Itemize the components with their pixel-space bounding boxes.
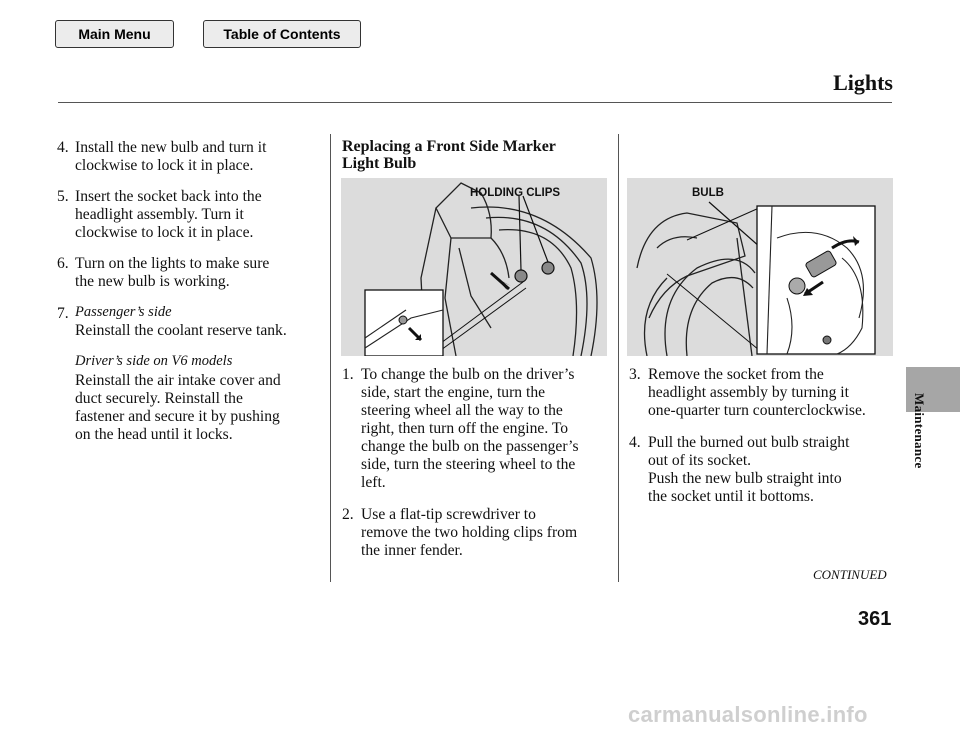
title-divider	[58, 102, 892, 103]
driver-side-line: duct securely. Reinstall the	[75, 390, 243, 407]
driver-side-heading: Driver’s side on V6 models	[75, 353, 233, 369]
step-line: To change the bulb on the driver’s	[361, 366, 575, 383]
bulb-label: BULB	[692, 187, 724, 199]
step-line: Turn on the lights to make sure	[75, 255, 270, 272]
step-number: 3.	[629, 366, 641, 383]
step-line: steering wheel all the way to the	[361, 402, 563, 419]
step-number: 6.	[57, 255, 69, 272]
step-line: Insert the socket back into the	[75, 188, 262, 205]
step-line: change the bulb on the passenger’s	[361, 438, 579, 455]
step-number: 5.	[57, 188, 69, 205]
step-line: the socket until it bottoms.	[648, 488, 814, 505]
step-number: 2.	[342, 506, 354, 523]
continued-label: CONTINUED	[813, 567, 887, 582]
step-line: clockwise to lock it in place.	[75, 157, 254, 174]
table-of-contents-button[interactable]: Table of Contents	[203, 20, 361, 48]
driver-side-line: on the head until it locks.	[75, 426, 233, 443]
passenger-side-heading: Passenger’s side	[75, 304, 172, 320]
step-line: headlight assembly by turning it	[648, 384, 849, 401]
main-menu-button[interactable]: Main Menu	[55, 20, 174, 48]
step-line: Push the new bulb straight into	[648, 470, 842, 487]
section-heading: Replacing a Front Side Marker	[342, 138, 556, 155]
step-line: headlight assembly. Turn it	[75, 206, 244, 223]
driver-side-line: fastener and secure it by pushing	[75, 408, 280, 425]
holding-clips-illustration	[341, 178, 607, 356]
driver-side-line: Reinstall the air intake cover and	[75, 372, 281, 389]
column-divider-left	[330, 134, 331, 582]
step-line: Install the new bulb and turn it	[75, 139, 267, 156]
step-line: Pull the burned out bulb straight	[648, 434, 850, 451]
step-number: 4.	[57, 139, 69, 156]
step-number: 7.	[57, 305, 69, 322]
column-divider-right	[618, 134, 619, 582]
page-number: 361	[858, 608, 892, 630]
section-heading: Light Bulb	[342, 155, 417, 172]
page-title: Lights	[833, 70, 893, 95]
bulb-illustration	[627, 178, 893, 356]
step-line: side, turn the steering wheel to the	[361, 456, 576, 473]
step-line: Remove the socket from the	[648, 366, 824, 383]
step-line: clockwise to lock it in place.	[75, 224, 254, 241]
step-number: 4.	[629, 434, 641, 451]
watermark: carmanualsonline.info	[628, 702, 868, 727]
step-line: side, start the engine, turn the	[361, 384, 546, 401]
step-line: Use a flat-tip screwdriver to	[361, 506, 536, 523]
step-line: right, then turn off the engine. To	[361, 420, 569, 437]
step-line: the inner fender.	[361, 542, 463, 559]
holding-clips-label: HOLDING CLIPS	[470, 187, 561, 199]
step-line: left.	[361, 474, 386, 491]
passenger-side-text: Reinstall the coolant reserve tank.	[75, 322, 287, 339]
step-line: one-quarter turn counterclockwise.	[648, 402, 866, 419]
step-line: out of its socket.	[648, 452, 752, 469]
step-number: 1.	[342, 366, 354, 383]
section-tab-label: Maintenance	[912, 393, 927, 469]
step-line: the new bulb is working.	[75, 273, 230, 290]
step-line: remove the two holding clips from	[361, 524, 578, 541]
